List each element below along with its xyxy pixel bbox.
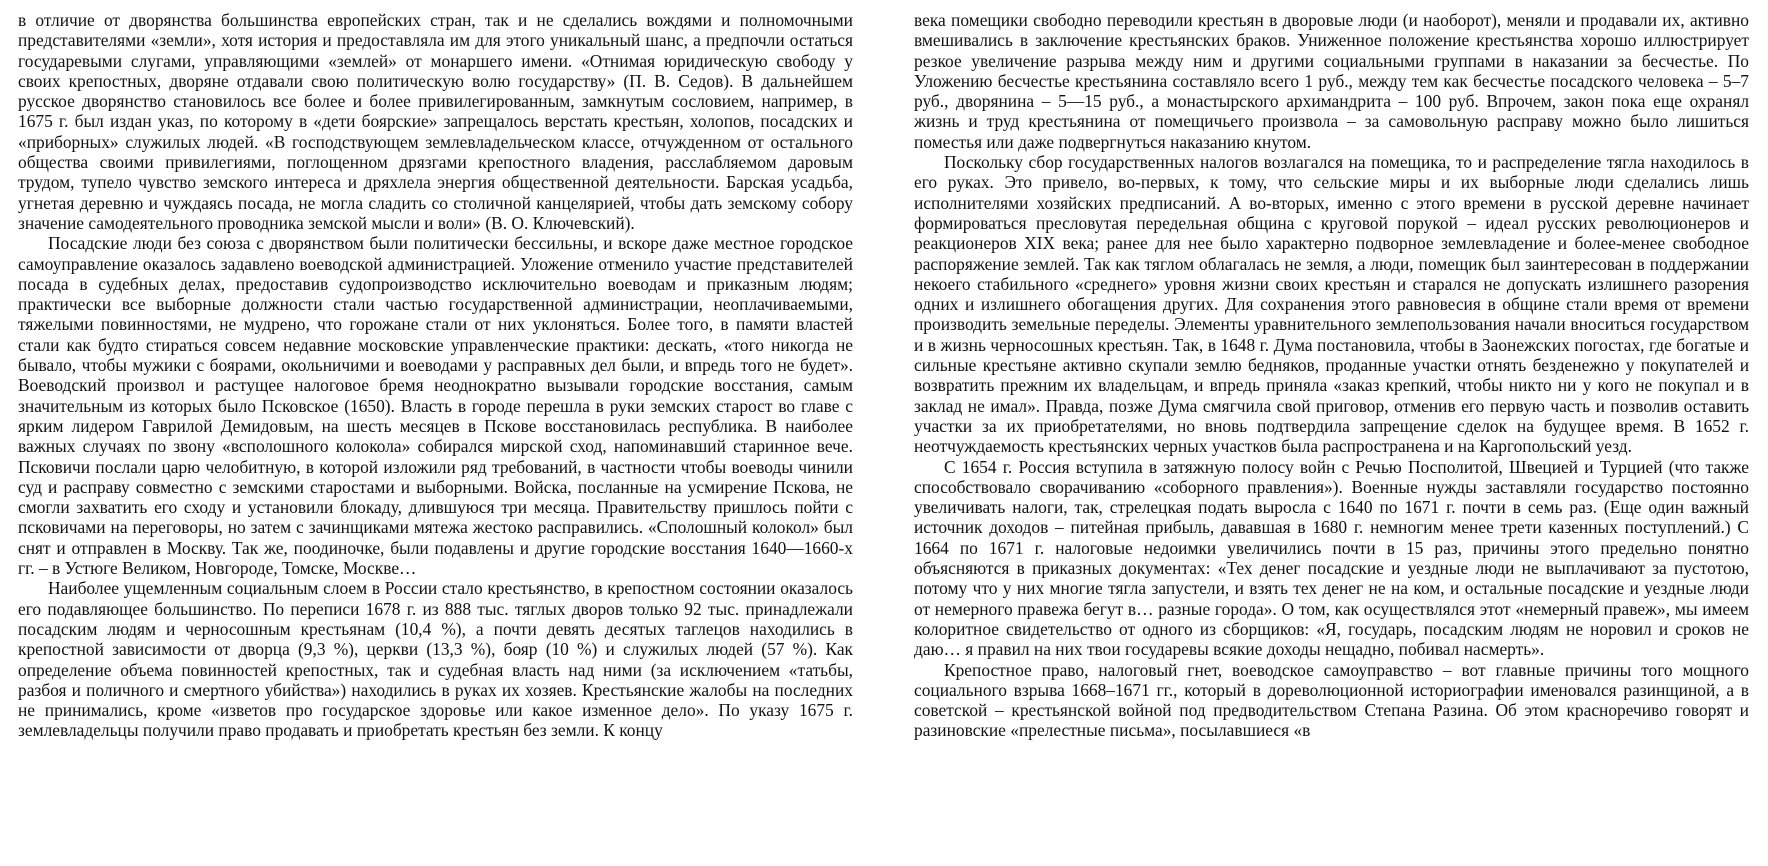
paragraph-razin-uprising: Крепостное право, налоговый гнет, воеводское самоуправство – вот главные причины того мощного социального взрыва 1668–1671 гг., который в дореволюционной историографии именовался разинщиной, а в советской – крестьянской войной под предводительством Степана Разина. Об этом красноречиво говорят и разиновские «прелестные письма», посылавшиеся «в bbox=[914, 659, 1749, 741]
right-text-column bbox=[914, 10, 1749, 866]
paragraph-peasantry: Наиболее ущемленным социальным слоем в России стало крестьянство, в крепостном состоянии оказалось его подавляющее большинство. По переписи 1678 г. из 888 тыс. тяглых дворов только 92 тыс. принадлежали посадским людям и черносошным крестьянам (10,4 %), а почти девять десятых таглецов находились в крепостной зависимости от дворца (9,3 %), церкви (13,3 %), бояр (10 %) и служилых людей (57 %). Как определение объема повинностей крепостных, так и судебная власть над ними (за исключением «татьбы, разбоя и поличного и смертного убийства») находились в руках их хозяев. Крестьянские жалобы на последних не принимались, кроме «изветов про государское здоровье или какое изменное дело». По указу 1675 г. землевладельцы получили право продавать и приобретать крестьян без земли. К концу bbox=[18, 578, 853, 741]
paragraph-townspeople: Посадские люди без союза с дворянством были политически бессильны, и вскоре даже местное городское самоуправление оказалось задавлено воеводской администрацией. Уложение отменило участие представителей посада в судебных делах, предоставив судопроизводство исключительно воеводам и приказным людям; практически все выборные должности стали частью государственной администрации, неоплачиваемыми, тяжелыми повинностями, не мудрено, что горожане стали от них уклоняться. Более того, в памяти властей стали как будто стираться совсем недавние московские управленческие практики: дескать, «того никогда не бывало, чтобы мужики с боярами, окольничими и воеводами у расправных дел были, и впредь того не будет». Воеводский произвол и растущее налоговое бремя неоднократно вызывали городские восстания, самым значительным из которых было Псковское (1650). Власть в городе перешла в руки земских старост во главе с ярким лидером Гаврилой Демидовым, на шесть месяцев в Пскове восстановилась республика. В наиболее важных случаях по звону «всполошного колокола» собирался мирской сход, напоминавший старинное вече. Псковичи послали царю челобитную, в которой изложили ряд требований, в частности чтобы воеводы чинили суд и расправу совместно с земскими старостами и выборными. Войска, посланные на усмирение Пскова, не смогли захватить его сходу и установили блокаду, длившуюся три месяца. Правительству пришлось пойти с псковичами на переговоры, но затем с зачинщиками мятежа жестоко расправились. «Сполошный колокол» был снят и отправлен в Москву. Так же, поодиночке, были подавлены и другие городские восстания 1640—1660-х гг. – в Устюге Великом, Новгороде, Томске, Москве… bbox=[18, 233, 853, 579]
left-text-column bbox=[18, 10, 853, 866]
paragraph-serf-status: века помещики свободно переводили крестьян в дворовые люди (и наоборот), меняли и продавали их, активно вмешивались в заключение крестьянских браков. Униженное положение крестьянства хорошо иллюстрирует резкое увеличение разрыва между ним и другими социальными группами в наказании за бесчестье. По Уложению бесчестье крестьянина составляло всего 1 руб., между тем как бесчестье посадского человека – 5–7 руб., дворянина – 5—15 руб., а монастырского архимандрита – 100 руб. Впрочем, закон пока еще охранял жизнь и труд крестьянина от помещичьего произвола – за самовольную расправу можно было лишиться поместья или даже подвергнуться наказанию кнутом. bbox=[914, 10, 1749, 152]
paragraph-wars-taxes: С 1654 г. Россия вступила в затяжную полосу войн с Речью Посполитой, Швецией и Турцией (что также способствовало сворачиванию «соборного правления»). Военные нужды заставляли государство постоянно увеличивать налоги, так, стрелецкая подать выросла с 1640 по 1671 г. почти в семь раз. (Еще один важный источник доходов – питейная прибыль, дававшая в 1680 г. немногим менее трети казенных поступлений.) С 1664 по 1671 г. налоговые недоимки увеличились почти в 15 раз, причины этого предельно понятно объясняются в приказных документах: «Тех денег посадские и уездные люди не выплачивают за пустотою, потому что у них многие тягла запустели, и взять тех денег не на ком, и остальные посадские и уездные люди от немерного правежа бегут в… разные города». О том, как осуществлялся этот «немерный правеж», мы имеем колоритное свидетельство от одного из сборщиков: «Я, государь, посадским людям не норовил и сроков не даю… я правил на них твои государевы всякие доходы нещадно, побивал насмерть». bbox=[914, 456, 1749, 660]
paragraph-commune: Поскольку сбор государственных налогов возлагался на помещика, то и распределение тягла находилось в его руках. Это привело, во-первых, к тому, что сельские миры и их выборные люди сделались лишь исполнителями хозяйских предписаний. А во-вторых, именно с этого времени в русской деревне начинает формироваться пресловутая передельная община с круговой порукой – идеал русских революционеров и реакционеров XIX века; ранее для нее было характерно подворное землевладение и более-менее свободное распоряжение землей. Так как тяглом облагалась не земля, а люди, помещик был заинтересован в поддержании некоего стабильного «среднего» уровня жизни своих крестьян и старался не допускать излишнего разорения одних и излишнего обогащения других. Для сохранения этого равновесия в общине стали время от времени производить земельные переделы. Элементы уравнительного землепользования начали вноситься государством и в жизнь черносошных крестьян. Так, в 1648 г. Дума постановила, чтобы в Заонежских погостах, где богатые и сильные крестьяне активно скупали землю бедняков, проданные участки отнять безденежно у покупателей и возвратить прежним их владельцам, и впредь приняла «заказ крепкий, чтобы никто ни у кого не покупал и в заклад не имал». Правда, позже Дума смягчила свой приговор, отменив его первую часть и позволив оставить участки за их приобретателями, но вновь подтвердила запрещение сделок на будущее время. В 1652 г. неотчуждаемость крестьянских черных участков была распространена и на Каргопольский уезд. bbox=[914, 152, 1749, 457]
paragraph-nobility-politics: в отличие от дворянства большинства европейских стран, так и не сделались вождями и полномочными представителями «земли», хотя история и предоставляла им для этого уникальный шанс, а предпочли остаться государевыми слугами, управляющими «землей» от монаршего имени. «Отнимая юридическую свободу у своих крепостных, дворяне отдавали свою политическую волю государству» (П. В. Седов). В дальнейшем русское дворянство становилось все более и более привилегированным, замкнутым сословием, например, в 1675 г. был издан указ, по которому в «дети боярские» запрещалось верстать крестьян, холопов, посадских и «приборных» служилых людей. «В господствующем землевладельческом классе, отчужденном от остального общества своими привилегиями, поглощенном дрязгами крепостного владения, расслабляемом даровым трудом, тупело чувство земского интереса и дряхлела энергия общественной деятельности. Барская усадьба, угнетая деревню и чуждаясь посада, не могла сладить со столичной канцелярией, чтобы дать земскому собору значение самодеятельного проводника земской мысли и воли» (В. О. Ключевский). bbox=[18, 10, 853, 233]
